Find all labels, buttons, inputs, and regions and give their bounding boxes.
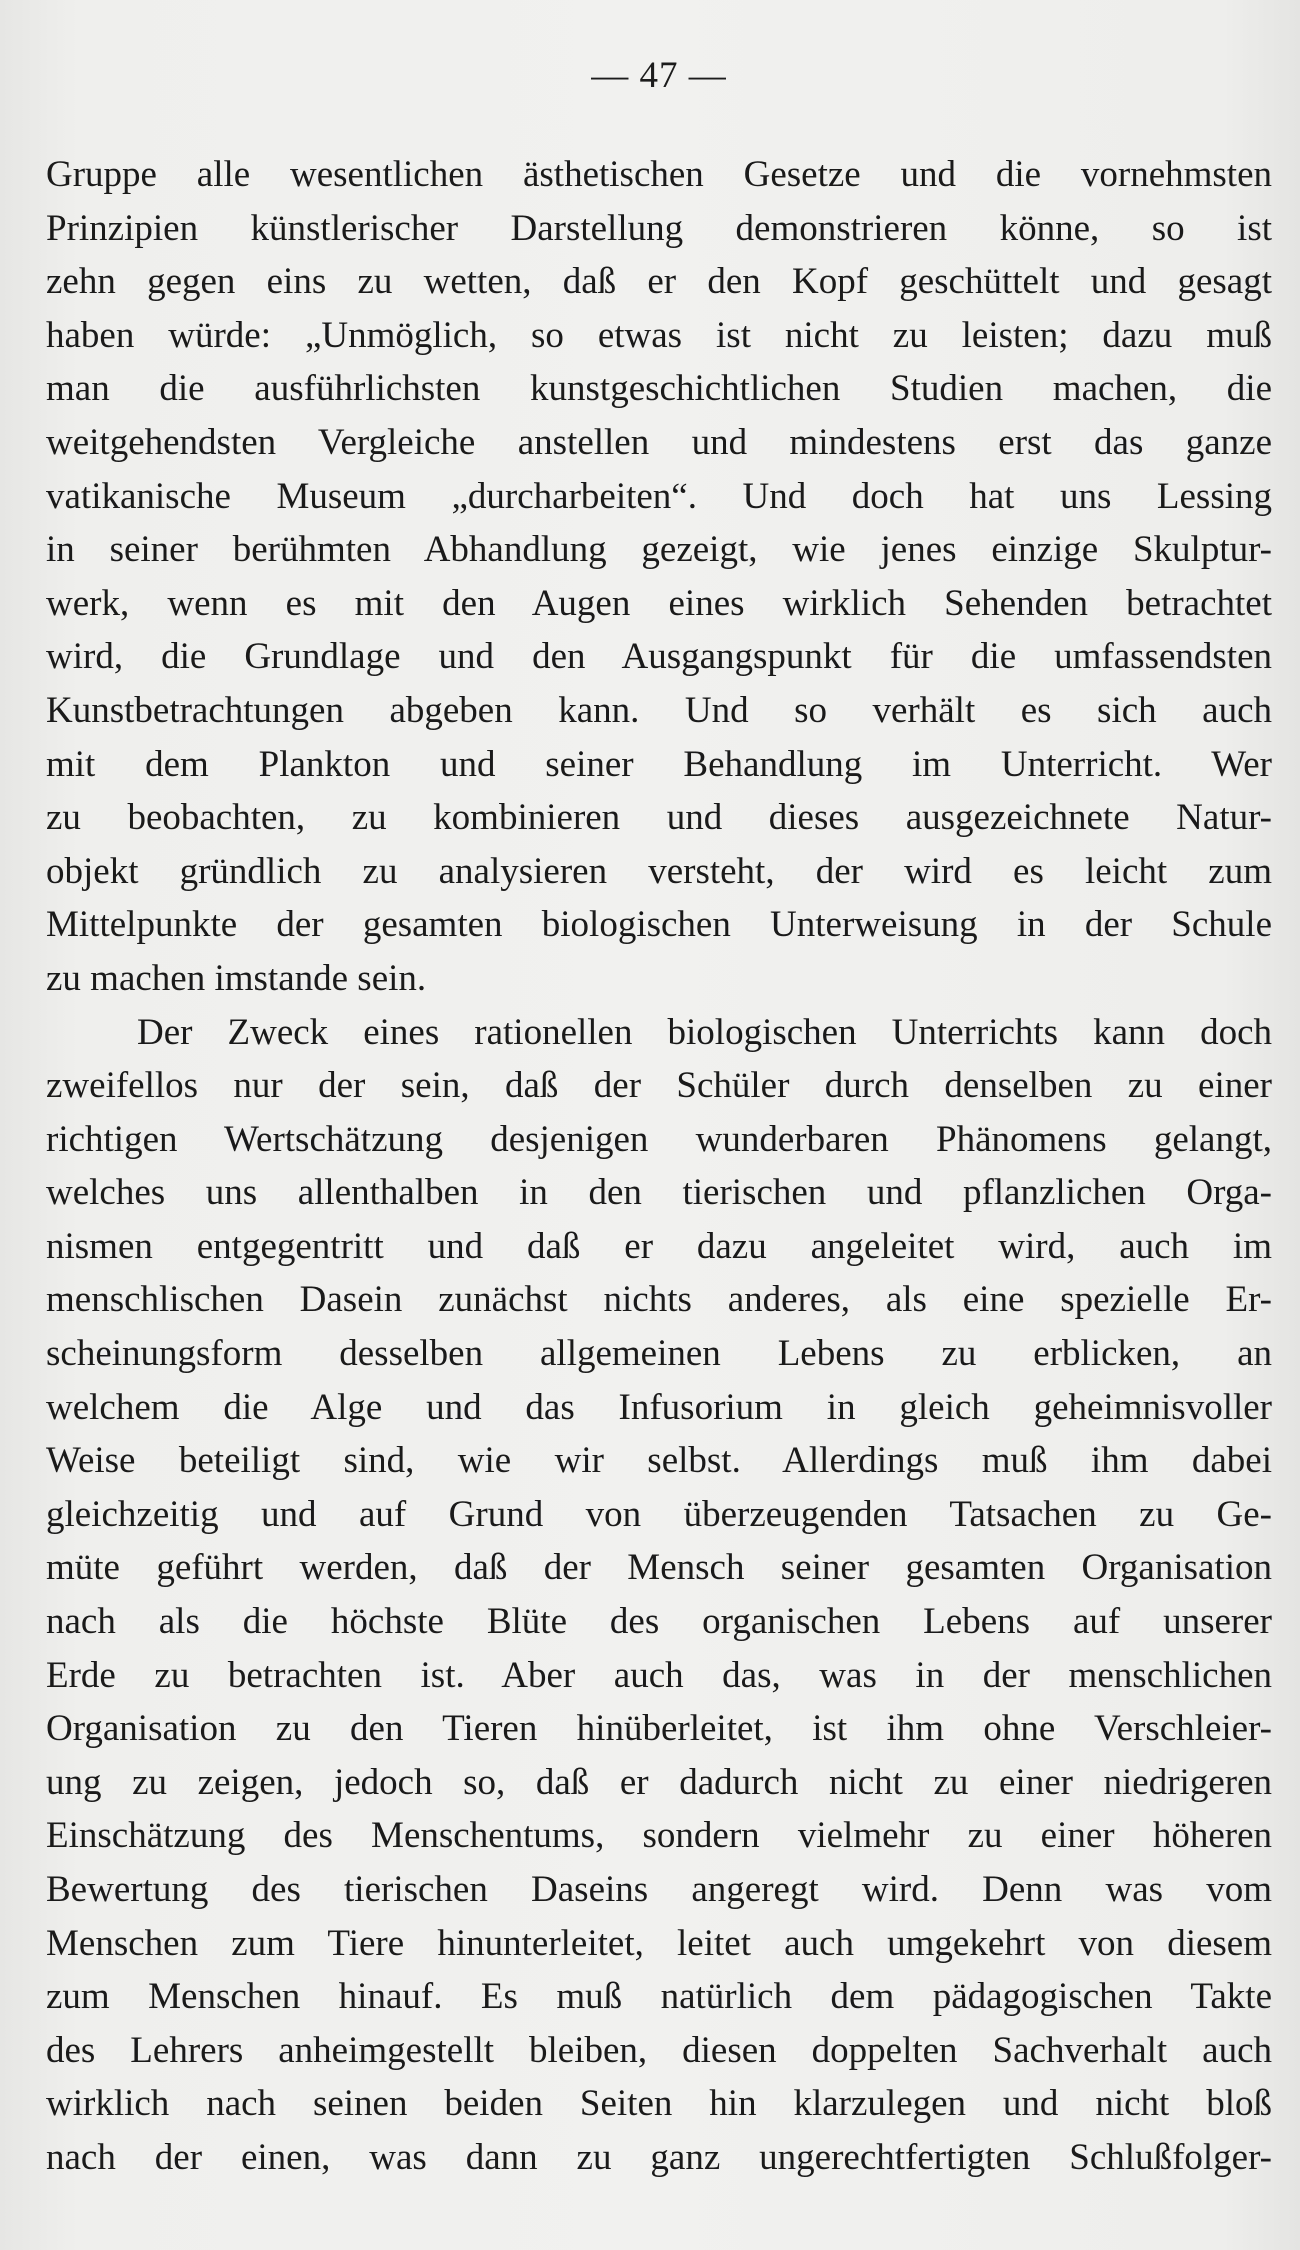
text-line: Kunstbetrachtungen abgeben kann. Und so verhält es sich auch	[46, 689, 1272, 731]
text-line: nach der einen, was dann zu ganz ungerechtfertigten Schlußfolger-	[46, 2136, 1272, 2178]
text-line: nismen entgegentritt und daß er dazu angeleitet wird, auch im	[46, 1225, 1272, 1267]
text-line: Organisation zu den Tieren hinüberleitet, ist ihm ohne Verschleier-	[46, 1708, 1272, 1750]
text-line: zehn gegen eins zu wetten, daß er den Kopf geschüttelt und gesagt	[46, 261, 1272, 303]
text-line: Einschätzung des Menschentums, sondern vielmehr zu einer höheren	[46, 1815, 1272, 1857]
text-line: nach als die höchste Blüte des organischen Lebens auf unserer	[46, 1601, 1272, 1643]
text-line: gleichzeitig und auf Grund von überzeugenden Tatsachen zu Ge-	[46, 1493, 1272, 1535]
text-line: vatikanische Museum „durcharbeiten“. Und doch hat uns Lessing	[46, 475, 1272, 517]
text-line: mit dem Plankton und seiner Behandlung im Unterricht. Wer	[46, 743, 1272, 785]
text-line: Menschen zum Tiere hinunterleitet, leitet auch umgekehrt von diesem	[46, 1922, 1272, 1964]
text-line: objekt gründlich zu analysieren versteht, der wird es leicht zum	[46, 850, 1272, 892]
text-line: zweifellos nur der sein, daß der Schüler durch denselben zu einer	[46, 1065, 1272, 1107]
text-line: richtigen Wertschätzung desjenigen wunderbaren Phänomens gelangt,	[46, 1118, 1272, 1160]
text-line: Prinzipien künstlerischer Darstellung demonstrieren könne, so ist	[46, 207, 1272, 249]
paragraph	[46, 1006, 1272, 2185]
text-line: welchem die Alge und das Infusorium in gleich geheimnisvoller	[46, 1386, 1272, 1428]
text-line: zu beobachten, zu kombinieren und dieses ausgezeichnete Natur-	[46, 797, 1272, 839]
text-line: zu machen imstande sein.	[46, 957, 427, 999]
text-line: scheinungsform desselben allgemeinen Lebens zu erblicken, an	[46, 1333, 1272, 1375]
text-line: wird, die Grundlage und den Ausgangspunkt für die umfassendsten	[46, 636, 1272, 678]
text-line: ung zu zeigen, jedoch so, daß er dadurch nicht zu einer niedrigeren	[46, 1761, 1272, 1803]
text-line: Erde zu betrachten ist. Aber auch das, was in der menschlichen	[46, 1654, 1272, 1696]
page-number: — 47 —	[591, 55, 727, 96]
paragraph	[46, 148, 1272, 1006]
text-line: in seiner berühmten Abhandlung gezeigt, wie jenes einzige Skulptur-	[46, 529, 1272, 571]
text-line: man die ausführlichsten kunstgeschichtlichen Studien machen, die	[46, 368, 1272, 410]
text-line: welches uns allenthalben in den tierischen und pflanzlichen Orga-	[46, 1172, 1272, 1214]
text-line: Der Zweck eines rationellen biologischen Unterrichts kann doch	[137, 1011, 1272, 1053]
text-line: haben würde: „Unmöglich, so etwas ist nicht zu leisten; dazu muß	[46, 314, 1272, 356]
text-line: wirklich nach seinen beiden Seiten hin klarzulegen und nicht bloß	[46, 2083, 1272, 2125]
text-line: Mittelpunkte der gesamten biologischen Unterweisung in der Schule	[46, 904, 1272, 946]
text-line: weitgehendsten Vergleiche anstellen und mindestens erst das ganze	[46, 421, 1272, 463]
text-line: müte geführt werden, daß der Mensch seiner gesamten Organisation	[46, 1547, 1272, 1589]
text-line: Gruppe alle wesentlichen ästhetischen Gesetze und die vornehmsten	[46, 154, 1272, 195]
text-line: des Lehrers anheimgestellt bleiben, diesen doppelten Sachverhalt auch	[46, 2029, 1272, 2071]
text-line: Bewertung des tierischen Daseins angeregt wird. Denn was vom	[46, 1869, 1272, 1910]
body-text	[46, 148, 1272, 2185]
text-line: menschlischen Dasein zunächst nichts anderes, als eine spezielle Er-	[46, 1279, 1272, 1321]
text-line: Weise beteiligt sind, wie wir selbst. Allerdings muß ihm dabei	[46, 1440, 1272, 1482]
text-line: werk, wenn es mit den Augen eines wirklich Sehenden betrachtet	[46, 582, 1272, 624]
text-line: zum Menschen hinauf. Es muß natürlich dem pädagogischen Takte	[46, 1976, 1272, 2018]
